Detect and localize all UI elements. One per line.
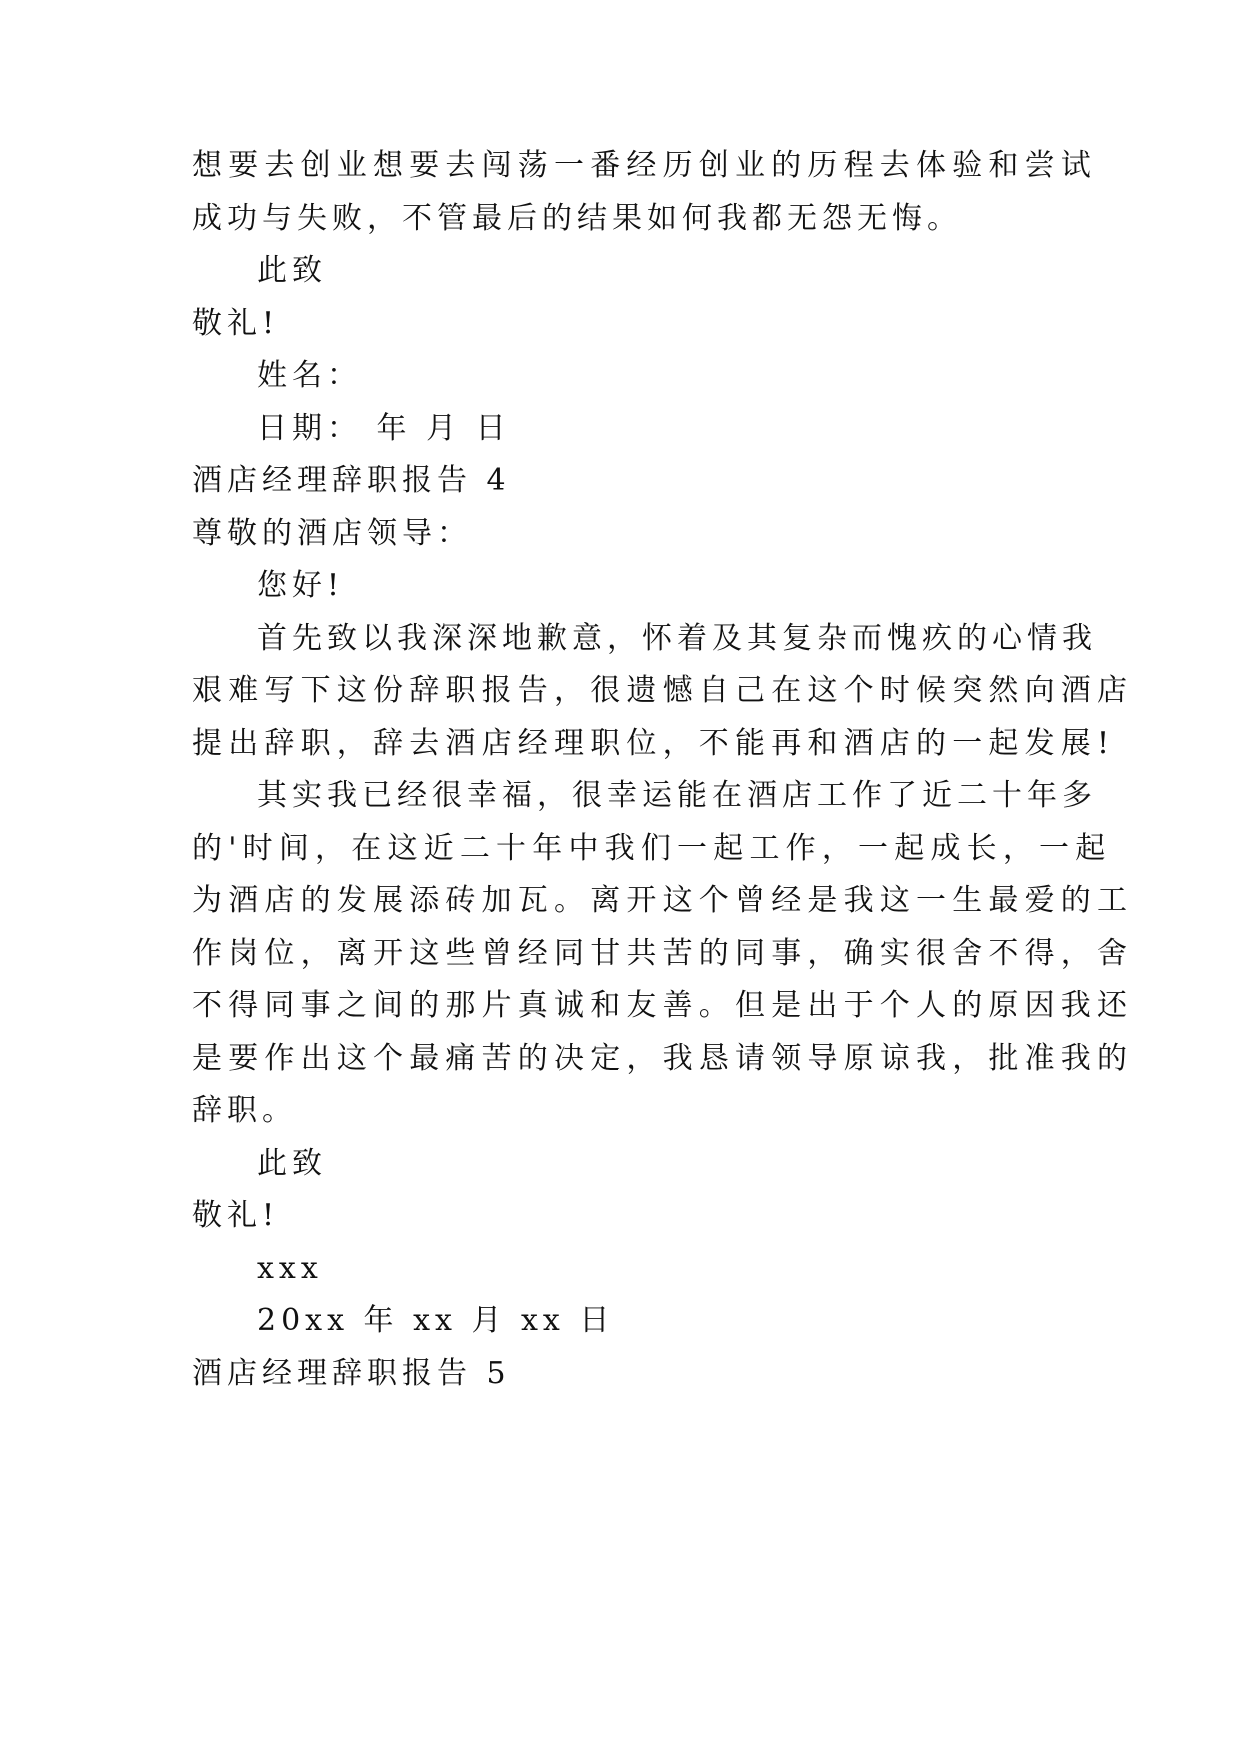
- closing-regards: 敬礼!: [192, 306, 280, 341]
- body-line: 首先致以我深深地歉意，怀着及其复杂而愧疚的心情我: [257, 621, 1097, 656]
- body-line: 是要作出这个最痛苦的决定，我恳请领导原谅我，批准我的: [192, 1041, 1134, 1076]
- section-title: 酒店经理辞职报告 5: [192, 1356, 511, 1391]
- letter-greeting: 您好!: [257, 568, 345, 603]
- body-line: 为酒店的发展添砖加瓦。离开这个曾经是我这一生最爱的工: [192, 883, 1134, 918]
- body-line: 想要去创业想要去闯荡一番经历创业的历程去体验和尝试: [192, 148, 1097, 183]
- body-line: 成功与失败，不管最后的结果如何我都无怨无悔。: [192, 201, 962, 236]
- body-line: 提出辞职，辞去酒店经理职位，不能再和酒店的一起发展!: [192, 726, 1116, 761]
- signature-name: xxx: [257, 1251, 323, 1286]
- body-line: 艰难写下这份辞职报告，很遗憾自己在这个时候突然向酒店: [192, 673, 1134, 708]
- signature-date: 20xx 年 xx 月 xx 日: [257, 1303, 615, 1338]
- signature-date-label: 日期： 年 月 日: [257, 411, 511, 446]
- body-line: 的'时间，在这近二十年中我们一起工作，一起成长，一起: [192, 831, 1112, 866]
- body-line: 不得同事之间的那片真诚和友善。但是出于个人的原因我还: [192, 988, 1134, 1023]
- section-title: 酒店经理辞职报告 4: [192, 463, 511, 498]
- closing-regards: 敬礼!: [192, 1198, 280, 1233]
- letter-addressee: 尊敬的酒店领导：: [192, 516, 472, 551]
- signature-name-label: 姓名：: [257, 358, 362, 393]
- closing-salutation: 此致: [257, 1146, 327, 1181]
- body-line: 辞职。: [192, 1093, 297, 1128]
- closing-salutation: 此致: [257, 253, 327, 288]
- body-line: 作岗位，离开这些曾经同甘共苦的同事，确实很舍不得，舍: [192, 936, 1134, 971]
- body-line: 其实我已经很幸福，很幸运能在酒店工作了近二十年多: [257, 778, 1097, 813]
